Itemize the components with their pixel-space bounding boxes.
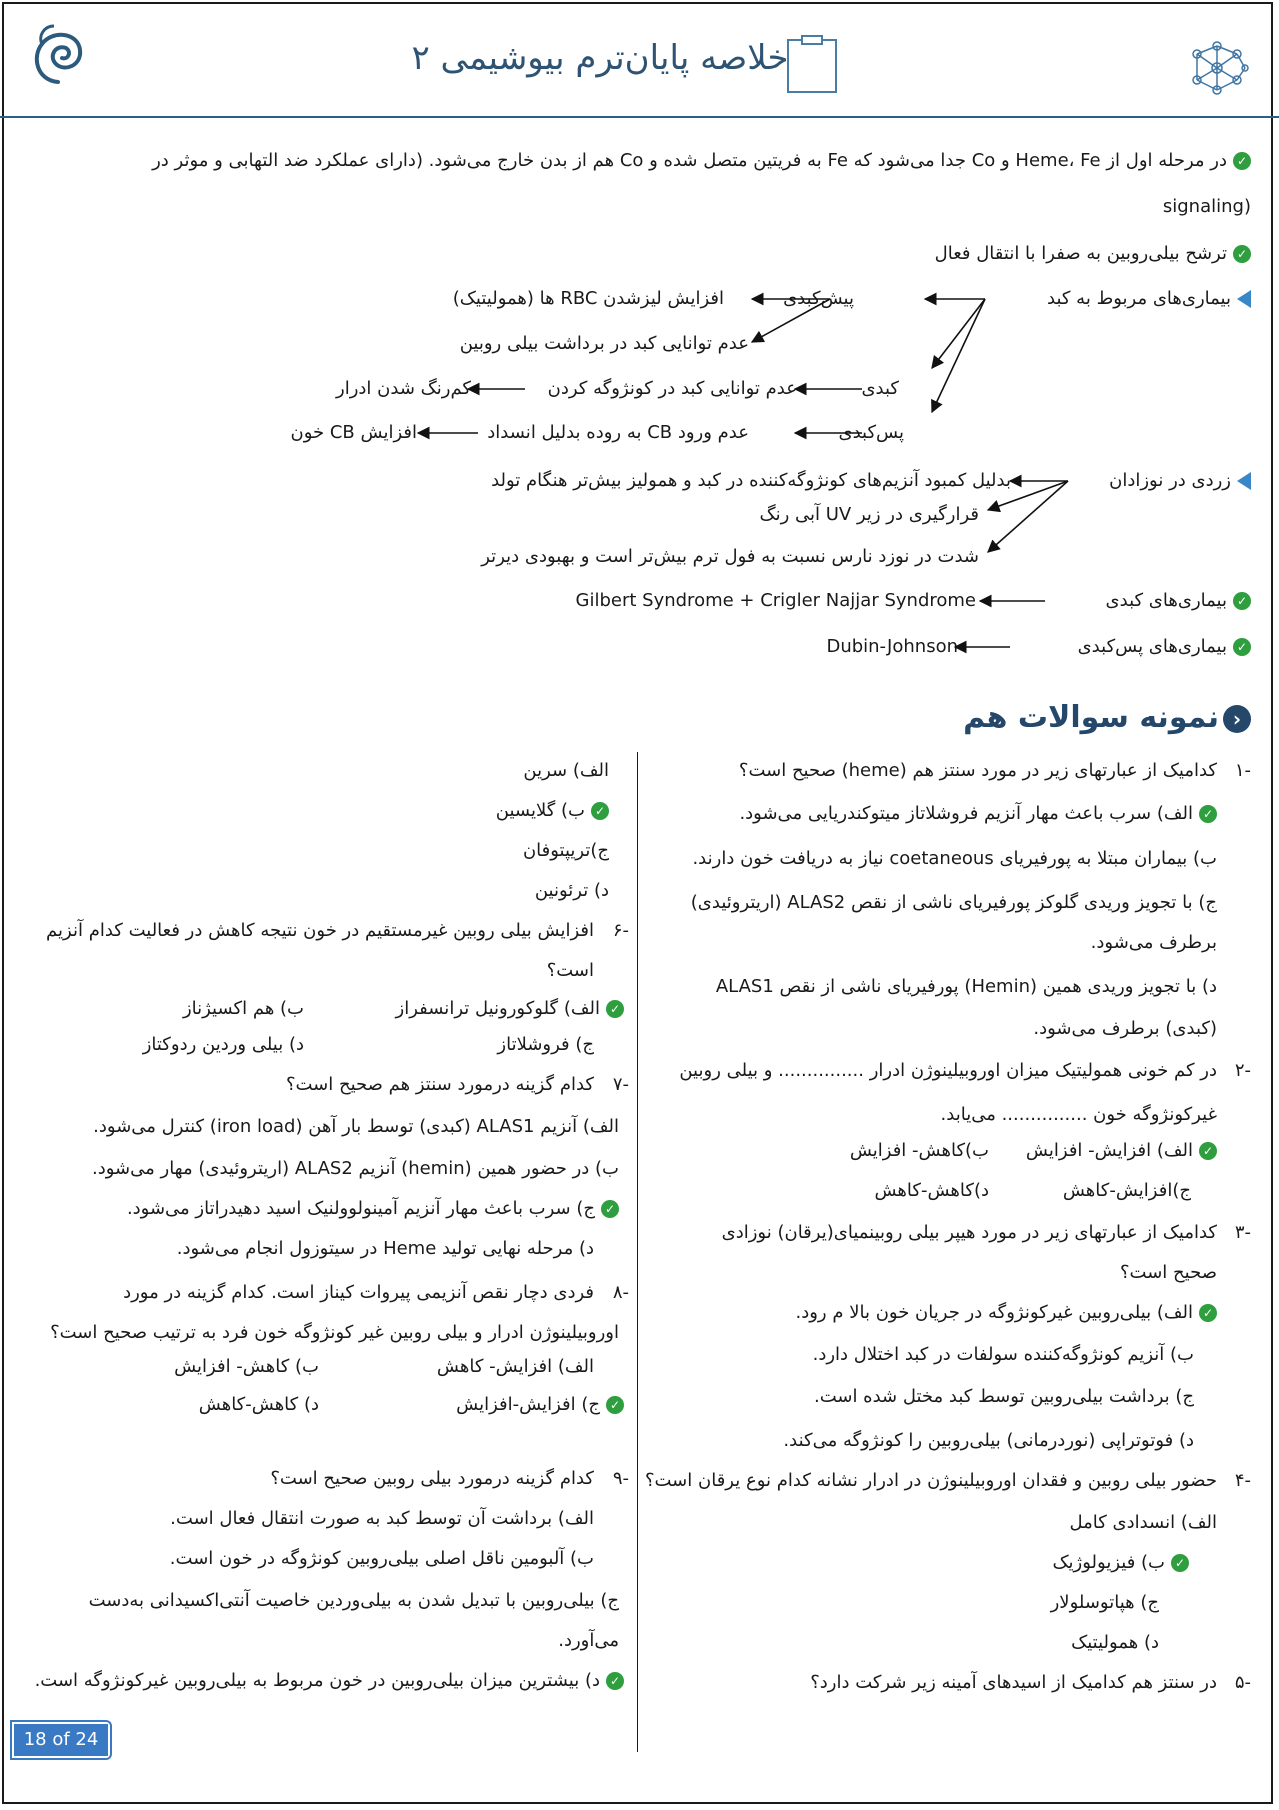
q5-option-d: د) ترئونین bbox=[534, 880, 609, 901]
q6-line2: است؟ bbox=[546, 960, 594, 981]
q5-option-b-text: ب) گلایسین bbox=[495, 800, 585, 821]
check-icon: ✓ bbox=[1199, 805, 1217, 823]
page-number: 18 of 24 bbox=[14, 1724, 108, 1756]
summary-point-1-line1: در مرحله اول از Heme، Fe و Co جدا می‌شود که Fe به فریتین متصل شده و Co هم از بدن خارج می‌شود. (دارای عملکرد ضد التهابی و موثر در bbox=[152, 150, 1227, 171]
q3-option-b: ب) آنزیم کونژوگه‌کننده سولفات در کبد اختلال دارد. bbox=[812, 1344, 1194, 1365]
q4-option-c: ج) هپاتوسلولار bbox=[1050, 1592, 1159, 1613]
q9-option-c-line2: می‌آورد. bbox=[558, 1630, 619, 1651]
summary-point-2-text: ترشح بیلی‌روبین به صفرا با انتقال فعال bbox=[934, 243, 1227, 264]
q2-option-a bbox=[1026, 1140, 1217, 1161]
neonatal-root-label: زردی در نوزادان bbox=[1109, 470, 1231, 491]
check-icon: ✓ bbox=[1171, 1554, 1189, 1572]
hepatic-diseases-value: Gilbert Syndrome + Crigler Najjar Syndrome bbox=[575, 590, 976, 611]
check-icon: ✓ bbox=[1199, 1304, 1217, 1322]
q7-option-c-text: ج) سرب باعث مهار آنزیم آمینولوولنیک اسید دهیدراتاز می‌شود. bbox=[126, 1198, 595, 1219]
q8-option-d: د) کاهش-کاهش bbox=[198, 1394, 319, 1415]
check-icon: ✓ bbox=[1233, 592, 1251, 610]
q7-number: -۷ bbox=[612, 1074, 629, 1095]
arrow bbox=[932, 299, 985, 368]
q9-option-d bbox=[35, 1670, 624, 1691]
page-title: خلاصه پایان‌ترم بیوشیمی ۲ bbox=[411, 38, 789, 78]
q4-text: حضور بیلی روبین و فقدان اوروبیلینوژن در ادرار نشانه کدام نوع یرقان است؟ bbox=[644, 1470, 1217, 1491]
liver-hep-result-1: عدم توانایی کبد در کونژوگه کردن bbox=[547, 378, 797, 399]
chevron-left-icon: ‹ bbox=[1223, 705, 1251, 733]
q3-number: -۳ bbox=[1234, 1222, 1251, 1243]
q1-option-c-line2: برطرف می‌شود. bbox=[1090, 932, 1217, 953]
liver-pre: پیش‌کبدی bbox=[783, 288, 854, 309]
q7-option-c bbox=[127, 1198, 619, 1219]
q4-number: -۴ bbox=[1234, 1470, 1251, 1491]
q6-line1: افزایش بیلی روبین غیرمستقیم در خون نتیجه کاهش در فعالیت کدام آنزیم bbox=[46, 920, 594, 941]
q3-option-a-text: الف) بیلی‌روبین غیرکونژوگه در جریان خون بالا م رود. bbox=[795, 1302, 1193, 1323]
q1-option-a bbox=[739, 803, 1217, 824]
page-number-badge bbox=[10, 1720, 112, 1760]
check-icon: ✓ bbox=[1199, 1142, 1217, 1160]
check-icon: ✓ bbox=[606, 1672, 624, 1690]
q8-option-c-text: ج) افزایش-افزایش bbox=[456, 1394, 600, 1415]
q3-line2: صحیح است؟ bbox=[1120, 1262, 1217, 1283]
q6-option-a bbox=[396, 998, 624, 1019]
posthepatic-diseases-label: بیماری‌های پس‌کبدی bbox=[1077, 636, 1227, 657]
section-heading-text: نمونه سوالات هم bbox=[963, 700, 1219, 735]
q8-option-c bbox=[456, 1394, 624, 1415]
check-icon: ✓ bbox=[606, 1000, 624, 1018]
q6-number: -۶ bbox=[612, 920, 629, 941]
q5-option-b bbox=[496, 800, 609, 821]
neonatal-cause-2: قرارگیری در زیر UV آبی رنگ bbox=[759, 504, 979, 525]
q7-option-d: د) مرحله نهایی تولید Heme در سیتوزول انجام می‌شود. bbox=[176, 1238, 594, 1259]
q1-option-b: ب) بیماران مبتلا به پورفیریای coetaneous نیاز به دریافت خون دارند. bbox=[692, 848, 1217, 869]
liver-root-label: بیماری‌های مربوط به کبد bbox=[1047, 288, 1231, 309]
q1-option-c-line1: ج) با تجویز وریدی گلوکز پورفیریای ناشی از نقص ALAS2 (اریتروئیدی) bbox=[690, 892, 1217, 913]
q9-option-c-line1: ج) بیلی‌روبین با تبدیل شدن به بیلی‌وردین خاصیت آنتی‌اکسیدانی به‌دست bbox=[88, 1590, 619, 1611]
q4-option-a: الف) انسدادی کامل bbox=[1069, 1512, 1217, 1533]
q4-option-d: د) همولیتیک bbox=[1071, 1632, 1159, 1653]
q1-option-d-line1: د) با تجویز وریدی همین (Hemin) پورفیریای ناشی از نقص ALAS1 bbox=[715, 976, 1217, 997]
neonatal-cause-1: بدلیل کمبود آنزیم‌های کونژوگه‌کننده در کبد و همولیز بیش‌تر هنگام تولد bbox=[491, 470, 1011, 491]
q7-option-b: ب) در حضور همین (hemin) آنزیم ALAS2 (اریتروئیدی) مهار می‌شود. bbox=[92, 1158, 619, 1179]
q3-option-c: ج) برداشت بیلی‌روبین توسط کبد مختل شده است. bbox=[813, 1386, 1194, 1407]
q9-option-d-text: د) بیشترین میزان بیلی‌روبین در خون مربوط به بیلی‌روبین غیرکونژوگه است. bbox=[34, 1670, 600, 1691]
q9-text: کدام گزینه درمورد بیلی روبین صحیح است؟ bbox=[270, 1468, 594, 1489]
q2-number: -۲ bbox=[1234, 1060, 1251, 1081]
q1-text: کدامیک از عبارتهای زیر در مورد سنتز هم (heme) صحیح است؟ bbox=[738, 760, 1217, 781]
section-heading bbox=[963, 700, 1251, 735]
q3-option-d: د) فوتوتراپی (نوردرمانی) بیلی‌روبین را کونژوگه می‌کند. bbox=[783, 1430, 1194, 1451]
q8-option-a: الف) افزایش- کاهش bbox=[436, 1356, 594, 1377]
q5-text: در سنتز هم کدامیک از اسیدهای آمینه زیر شرکت دارد؟ bbox=[810, 1672, 1217, 1693]
liver-hep: کبدی bbox=[861, 378, 899, 399]
q2-option-a-text: الف) افزایش- افزایش bbox=[1025, 1140, 1193, 1161]
q4-option-b bbox=[1052, 1552, 1189, 1573]
q8-line2: اوروبیلینوژن ادرار و بیلی روبین غیر کونژوگه خون فرد به ترتیب صحیح است؟ bbox=[50, 1322, 619, 1343]
q1-option-d-line2: (کبدی) برطرف می‌شود. bbox=[1033, 1018, 1217, 1039]
check-icon: ✓ bbox=[1233, 245, 1251, 263]
liver-hep-result-2: کم‌رنگ شدن ادرار bbox=[336, 378, 471, 399]
liver-pre-result-1: افزایش لیزشدن RBC ها (همولیتیک) bbox=[452, 288, 724, 309]
q9-option-a: الف) برداشت آن توسط کبد به صورت انتقال فعال است. bbox=[170, 1508, 594, 1529]
q2-line2: غیرکونژوگه خون ............... می‌یابد. bbox=[940, 1104, 1217, 1125]
check-icon: ✓ bbox=[606, 1396, 624, 1414]
q5-number: -۵ bbox=[1234, 1672, 1251, 1693]
arrow bbox=[752, 299, 830, 342]
q2-option-b: ب)کاهش- افزایش bbox=[849, 1140, 989, 1161]
summary-point-1-line2: (signaling bbox=[1162, 196, 1251, 217]
q2-option-c: ج)افزایش-کاهش bbox=[1062, 1180, 1191, 1201]
liver-post-result-1: عدم ورود CB به روده بدلیل انسداد bbox=[487, 422, 749, 443]
q8-option-b: ب) کاهش- افزایش bbox=[174, 1356, 319, 1377]
q1-number: -۱ bbox=[1234, 760, 1251, 781]
check-icon: ✓ bbox=[601, 1200, 619, 1218]
q1-option-a-text: الف) سرب باعث مهار آنزیم فروشلاتاز میتوکندریایی می‌شود. bbox=[739, 803, 1193, 824]
q4-option-b-text: ب) فیزیولوژیک bbox=[1052, 1552, 1165, 1573]
liver-post: پس‌کبدی bbox=[838, 422, 904, 443]
liver-post-result-2: افزایش CB خون bbox=[290, 422, 417, 443]
q3-option-a bbox=[796, 1302, 1218, 1323]
q5-option-a: الف) سرین bbox=[523, 760, 609, 781]
posthepatic-diseases-value: Dubin-Johnson bbox=[826, 636, 958, 657]
q6-option-c: ج) فروشلاتاز bbox=[497, 1034, 594, 1055]
check-icon: ✓ bbox=[591, 802, 609, 820]
q5-option-c: ج)تریپتوفان bbox=[522, 840, 609, 861]
q2-line1: در کم خونی همولیتیک میزان اوروبیلینوژن ادرار ............... و بیلی روبین bbox=[679, 1060, 1217, 1081]
q6-option-d: د) بیلی وردین ردوکتاز bbox=[142, 1034, 304, 1055]
hepatic-diseases-label: بیماری‌های کبدی bbox=[1105, 590, 1227, 611]
q9-option-b: ب) آلبومین ناقل اصلی بیلی‌روبین کونژوگه در خون است. bbox=[169, 1548, 594, 1569]
q6-option-b: ب) هم اکسیژناز bbox=[182, 998, 304, 1019]
q2-option-d: د)کاهش-کاهش bbox=[874, 1180, 989, 1201]
column-divider bbox=[637, 752, 638, 1752]
q8-line1: فردی دچار نقص آنزیمی پیروات کیناز است. کدام گزینه در مورد bbox=[123, 1282, 594, 1303]
q9-number: -۹ bbox=[612, 1468, 629, 1489]
check-icon: ✓ bbox=[1233, 152, 1251, 170]
q6-option-a-text: الف) گلوکورونیل ترانسفراز bbox=[395, 998, 600, 1019]
liver-pre-result-2: عدم توانایی کبد در برداشت بیلی روبین bbox=[459, 333, 749, 354]
q3-line1: کدامیک از عبارتهای زیر در مورد هیپر بیلی روبینمیای(یرقان) نوزادی bbox=[721, 1222, 1217, 1243]
arrow bbox=[988, 481, 1068, 552]
q7-text: کدام گزینه درمورد سنتز هم صحیح است؟ bbox=[285, 1074, 594, 1095]
q8-number: -۸ bbox=[612, 1282, 629, 1303]
check-icon: ✓ bbox=[1233, 638, 1251, 656]
neonatal-cause-3: شدت در نوزد نارس نسبت به فول ترم بیش‌تر است و بهبودی دیرتر bbox=[481, 546, 979, 567]
q7-option-a: الف) آنزیم ALAS1 (کبدی) توسط بار آهن (iron load) کنترل می‌شود. bbox=[93, 1116, 619, 1137]
arrow bbox=[988, 481, 1068, 510]
arrow bbox=[932, 299, 985, 412]
